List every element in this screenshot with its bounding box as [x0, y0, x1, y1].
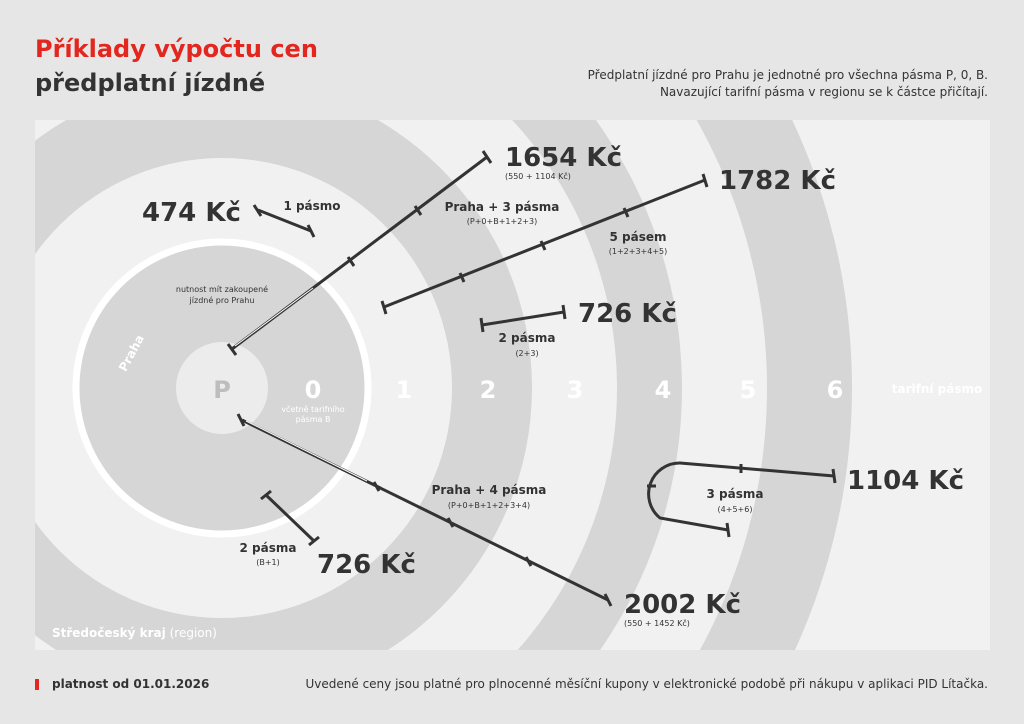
label-1782: 5 pásem — [609, 230, 667, 244]
label-474: 1 pásmo — [283, 199, 341, 213]
sub-726b: (B+1) — [256, 558, 280, 567]
region-suffix: (region) — [169, 626, 217, 640]
zone-label-2: 2 — [479, 376, 497, 404]
sub-2002: (P+0+B+1+2+3+4) — [447, 501, 531, 510]
zone-label-5: 5 — [739, 376, 757, 404]
zone-0-note-line-1: včetně tarifního — [281, 405, 345, 414]
route-726a-cap — [481, 318, 483, 332]
praha-note-line-1: nutnost mít zakoupené — [175, 285, 269, 294]
zone-label-1: 1 — [395, 376, 413, 404]
praha-label: Praha — [116, 332, 147, 374]
subtitle-line-1: Předplatní jízdné pro Prahu je jednotné pro všechna pásma P, 0, B. — [587, 68, 988, 82]
title-line-1: Příklady výpočtu cen — [35, 35, 318, 63]
price-726b: 726 Kč — [317, 550, 416, 580]
zone-label-p: P — [213, 376, 231, 404]
label-1104: 3 pásma — [706, 487, 764, 501]
subtitle-line-2: Navazující tarifní pásma v regionu se k částce přičítají. — [659, 85, 988, 99]
route-1104-cap — [833, 469, 835, 483]
price-note-2002: (550 + 1452 Kč) — [624, 619, 690, 628]
price-1104: 1104 Kč — [847, 466, 964, 496]
label-2002: Praha + 4 pásma — [431, 483, 547, 497]
route-726a-cap — [563, 305, 565, 319]
zone-0-note-line-2: pásma B — [295, 415, 331, 424]
sub-1104: (4+5+6) — [717, 505, 753, 514]
region-label — [52, 626, 217, 640]
validity-date: platnost od 01.01.2026 — [52, 677, 210, 691]
route-1104-cap — [727, 523, 729, 537]
price-726a: 726 Kč — [578, 299, 677, 329]
sub-1654: (P+0+B+1+2+3) — [466, 217, 538, 226]
tariff-zone-axis-label: tarifní pásmo — [891, 382, 983, 396]
sub-1782: (1+2+3+4+5) — [608, 247, 668, 256]
zone-label-3: 3 — [566, 376, 584, 404]
price-note-1654: (550 + 1104 Kč) — [505, 172, 571, 181]
zone-label-6: 6 — [826, 376, 844, 404]
footer-note: Uvedené ceny jsou platné pro plnocenné měsíční kupony v elektronické podobě při nákupu v aplikaci PID Lítačka. — [305, 677, 988, 691]
label-1654: Praha + 3 pásma — [444, 200, 560, 214]
title-line-2: předplatní jízdné — [35, 69, 266, 97]
zone-label-4: 4 — [654, 376, 672, 404]
price-1654: 1654 Kč — [505, 143, 622, 173]
praha-note-line-2: jízdné pro Prahu — [189, 296, 255, 305]
region-name: Středočeský kraj — [52, 626, 166, 640]
footer-accent-mark — [35, 679, 39, 690]
zone-label-0: 0 — [304, 376, 322, 404]
label-726a: 2 pásma — [498, 331, 556, 345]
price-2002: 2002 Kč — [624, 590, 741, 620]
sub-726a: (2+3) — [515, 349, 539, 358]
price-1782: 1782 Kč — [719, 166, 836, 196]
price-474: 474 Kč — [142, 198, 241, 228]
label-726b: 2 pásma — [239, 541, 297, 555]
